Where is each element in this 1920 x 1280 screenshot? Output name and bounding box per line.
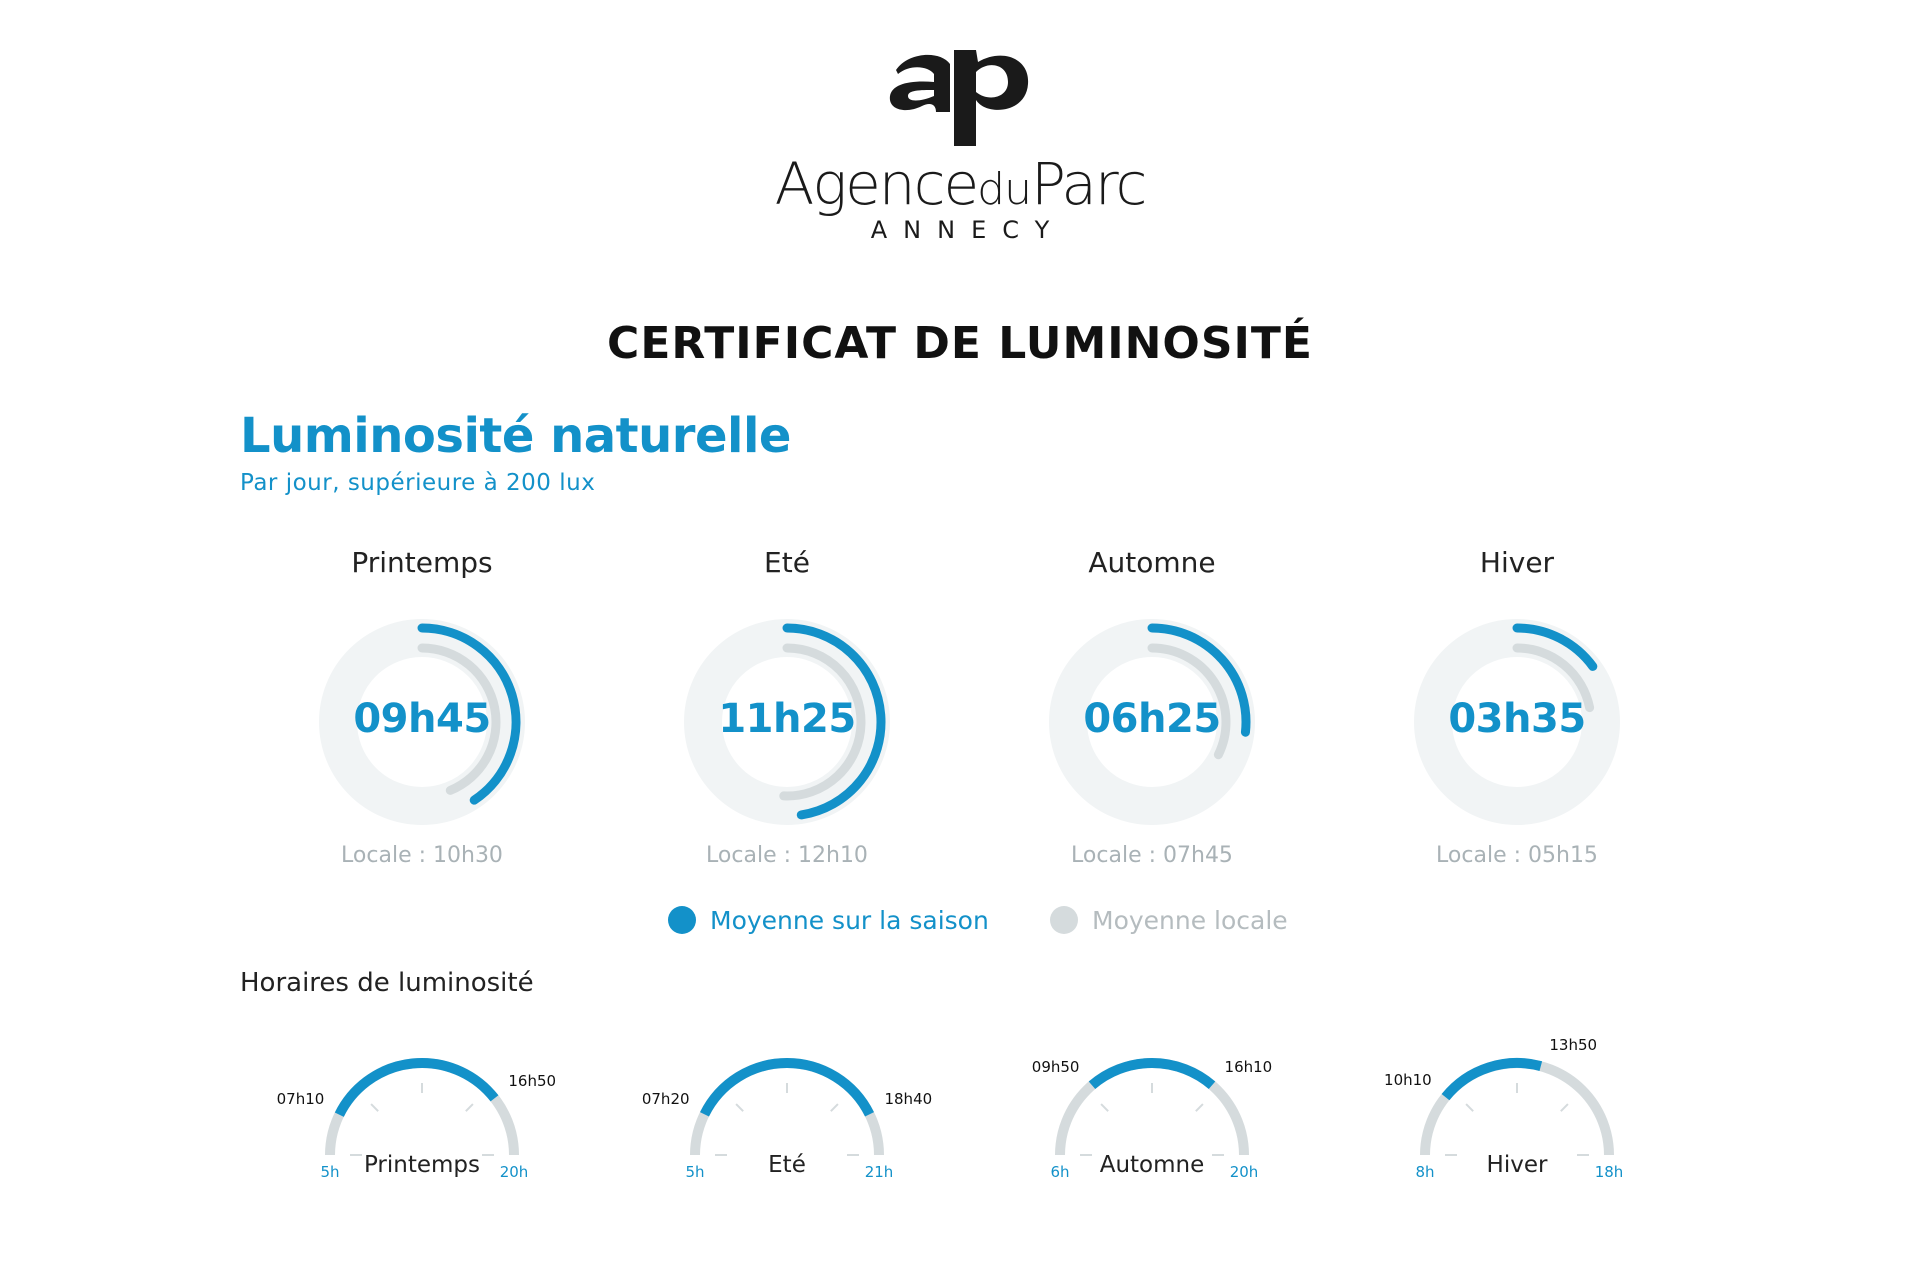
donut-season-label: Printemps — [351, 546, 493, 579]
gauge-min-label: 5h — [685, 1163, 705, 1181]
brand-city: ANNECY — [870, 216, 1066, 244]
gauge-tick — [1101, 1104, 1108, 1111]
legend-season-label: Moyenne sur la saison — [710, 905, 989, 935]
gauge-end-label: 18h40 — [884, 1089, 933, 1108]
gauge-end-label: 16h50 — [508, 1072, 557, 1091]
gauge-season-label: Hiver — [1486, 1152, 1548, 1178]
gauge-max-label: 20h — [1229, 1163, 1259, 1181]
gauge-tick — [736, 1104, 743, 1111]
legend-local — [1050, 905, 1288, 935]
gauge-season-label: Automne — [1099, 1152, 1205, 1178]
gauge-start-label: 10h10 — [1384, 1070, 1432, 1089]
gauge-tick — [371, 1104, 378, 1111]
document-title: CERTIFICAT DE LUMINOSITÉ — [607, 318, 1313, 369]
donut-value: 09h45 — [353, 696, 491, 742]
gauge-tick — [1561, 1104, 1568, 1111]
locale-label: Locale : 07h45 — [1071, 843, 1233, 868]
gauge-max-label: 21h — [864, 1163, 894, 1181]
donut-season-label: Eté — [764, 546, 810, 579]
brand-logo — [740, 40, 1180, 250]
gauge-start-label: 07h20 — [641, 1089, 690, 1108]
donut-value: 06h25 — [1083, 696, 1221, 742]
donut-value: 11h25 — [718, 696, 856, 742]
gauge-track — [1060, 1063, 1244, 1155]
gauge-tick — [831, 1104, 838, 1111]
gauge-min-label: 5h — [320, 1163, 340, 1181]
legend-season — [668, 905, 989, 935]
gauge-track — [695, 1063, 879, 1155]
gauge-season-label: Eté — [768, 1152, 806, 1178]
gauge-min-label: 6h — [1050, 1163, 1070, 1181]
section-title: Luminosité naturelle — [240, 408, 791, 464]
gauge-season-label: Printemps — [363, 1152, 481, 1178]
gauge-max-label: 18h — [1594, 1163, 1624, 1181]
locale-label: Locale : 10h30 — [341, 843, 503, 868]
monogram-icon — [740, 40, 1180, 150]
gauge-arc — [1092, 1063, 1212, 1085]
gauge-track — [1425, 1063, 1609, 1155]
gauge-start-label: 09h50 — [1031, 1057, 1080, 1076]
gauge-min-label: 8h — [1415, 1163, 1435, 1181]
locale-label: Locale : 05h15 — [1436, 843, 1598, 868]
legend-local-label: Moyenne locale — [1092, 905, 1288, 935]
donut-season-label: Hiver — [1479, 546, 1555, 579]
gauge-end-label: 16h10 — [1224, 1057, 1273, 1076]
gauge-max-label: 20h — [499, 1163, 529, 1181]
legend-local-dot-icon — [1050, 906, 1078, 934]
gauge-arc — [1446, 1063, 1541, 1097]
gauge-start-label: 07h10 — [276, 1090, 325, 1109]
gauge-tick — [1466, 1104, 1473, 1111]
legend-season-dot-icon — [668, 906, 696, 934]
section-subtitle: Par jour, supérieure à 200 lux — [240, 470, 596, 496]
donut-value: 03h35 — [1448, 696, 1586, 742]
hours-title: Horaires de luminosité — [240, 968, 534, 998]
gauge-track — [330, 1063, 514, 1155]
locale-label: Locale : 12h10 — [706, 843, 868, 868]
gauge-tick — [466, 1104, 473, 1111]
gauge-end-label: 13h50 — [1549, 1036, 1598, 1055]
gauge-tick — [1196, 1104, 1203, 1111]
donut-season-label: Automne — [1088, 546, 1216, 579]
brand-name: AgenceduParc — [774, 150, 1146, 218]
